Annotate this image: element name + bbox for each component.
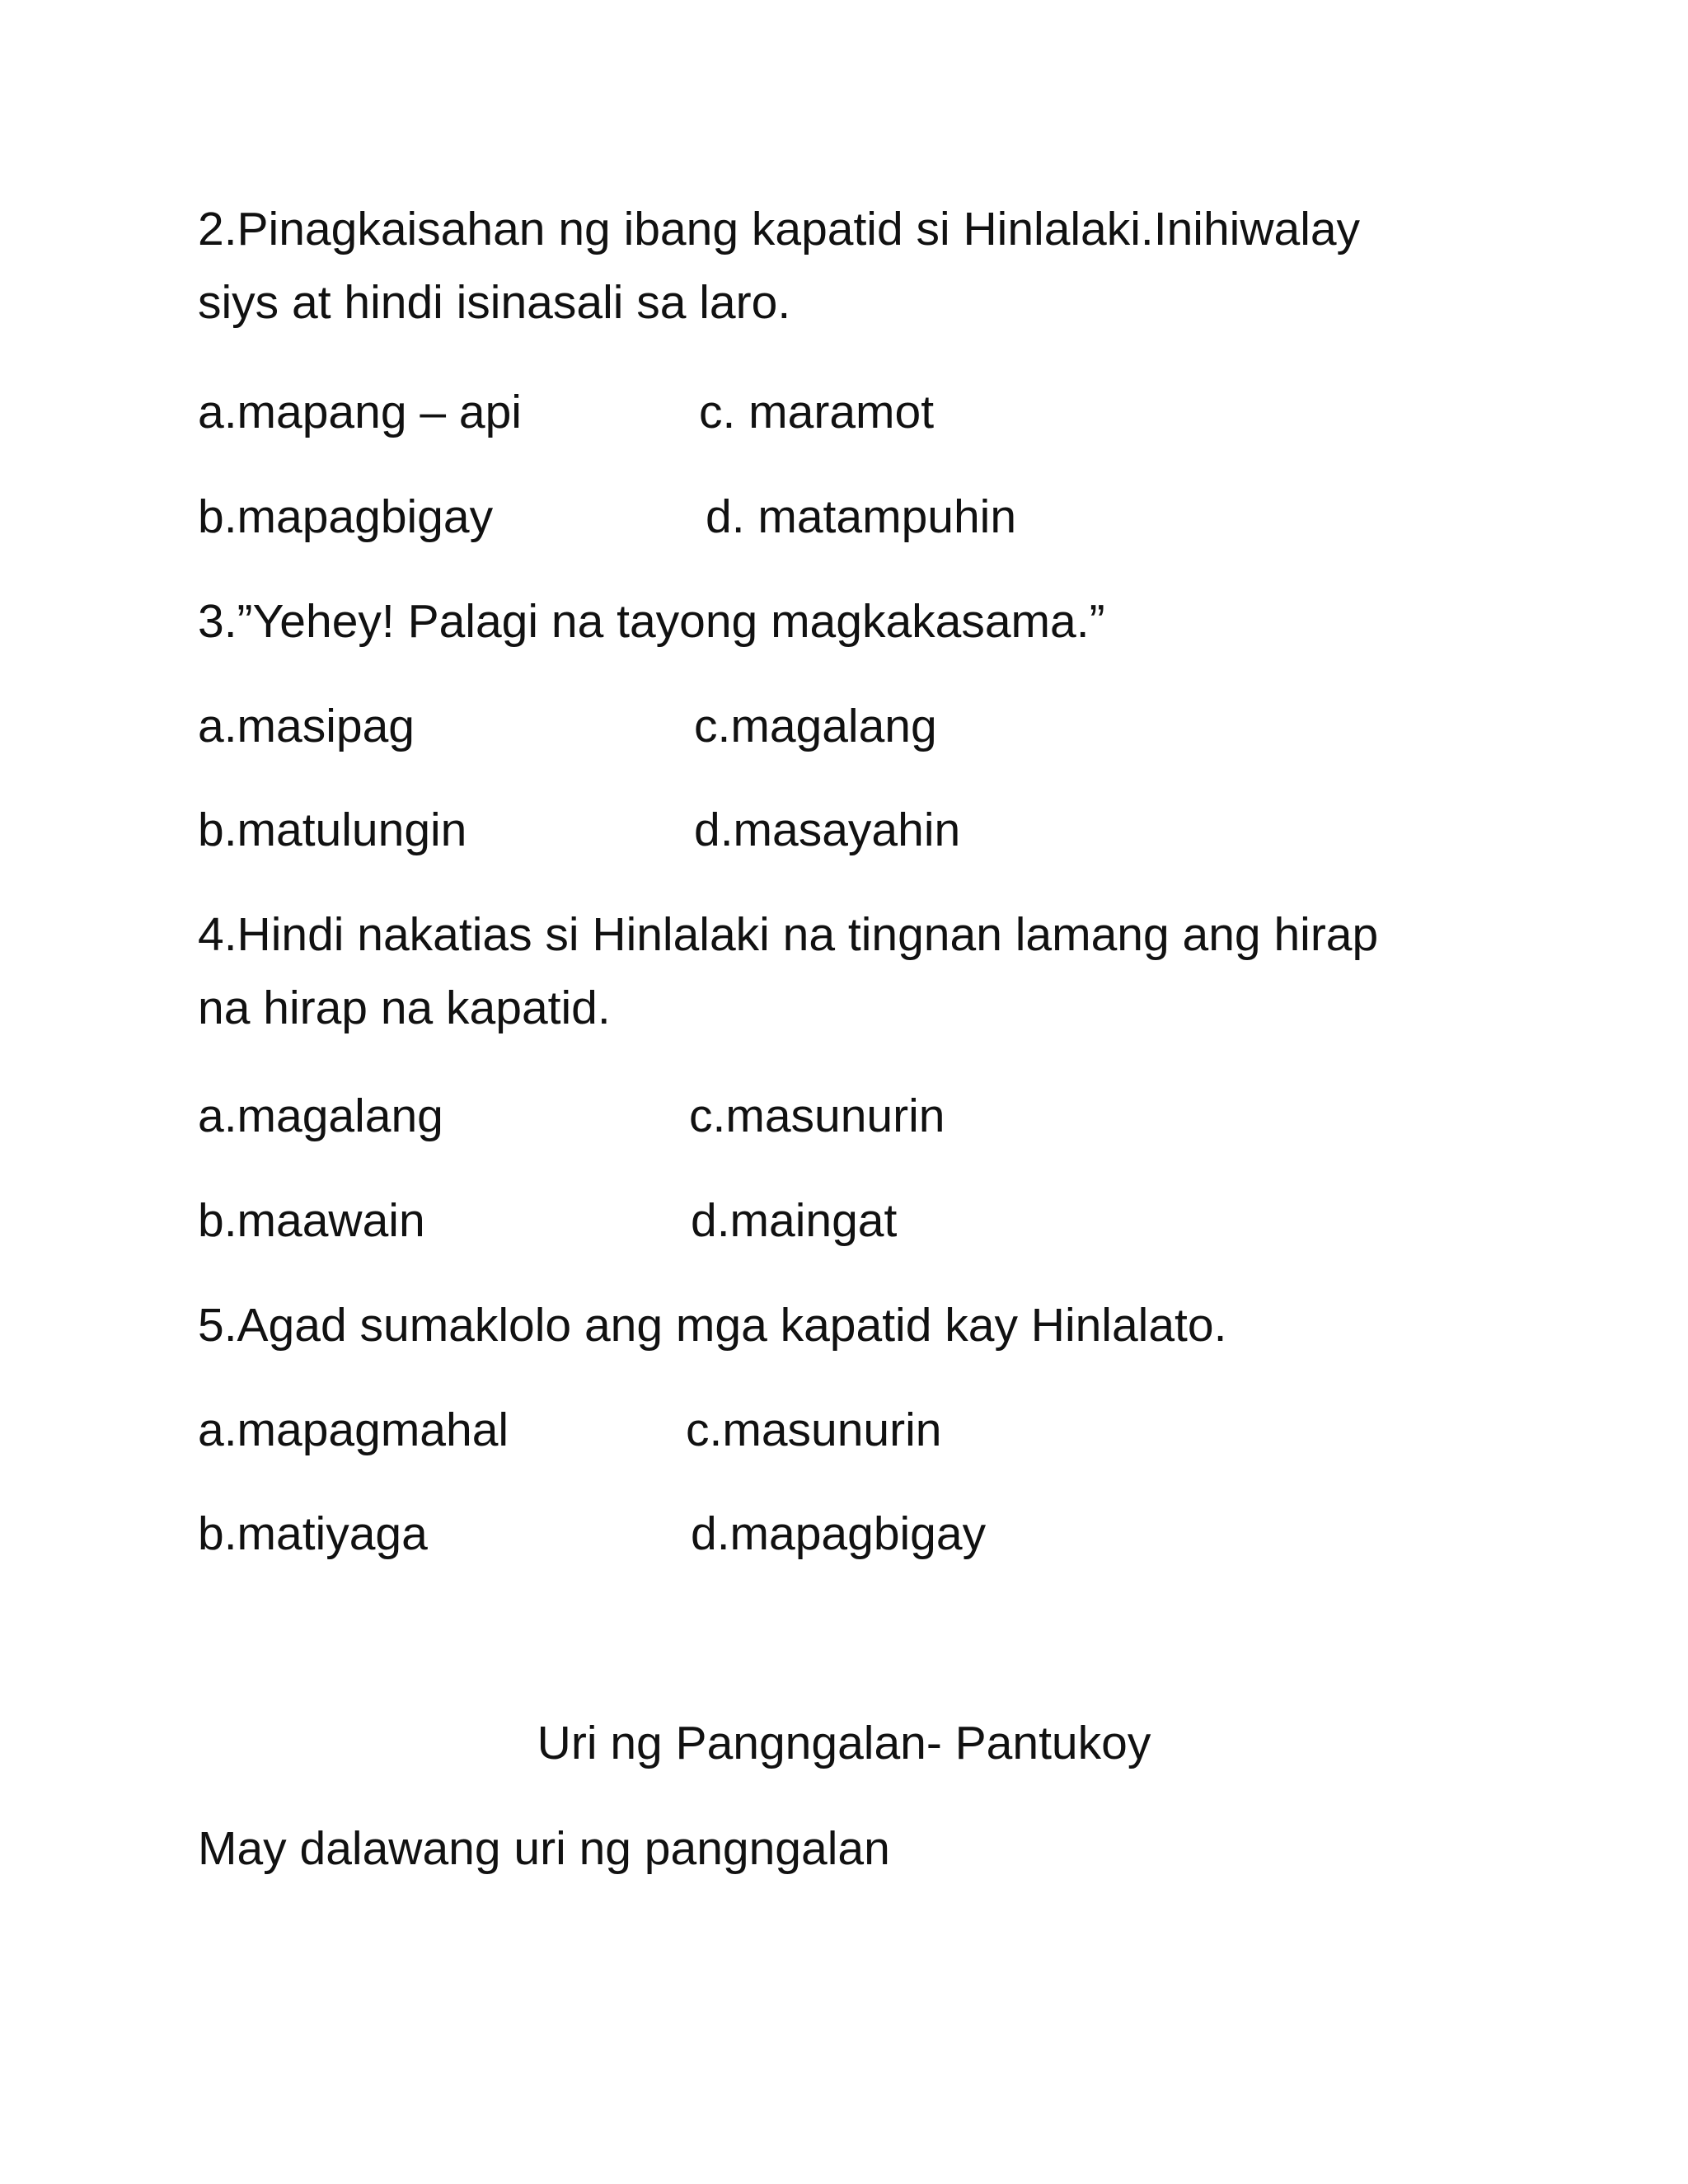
question-5-option-b: b.matiyaga [198, 1507, 428, 1560]
question-2-option-a: a.mapang – api [198, 386, 522, 438]
question-2-stem-line-2: siys at hindi isinasali sa laro. [198, 276, 791, 329]
question-2-stem [198, 203, 1484, 329]
question-2-option-d: d. matampuhin [706, 490, 1017, 543]
question-4-stem [198, 908, 1484, 1034]
question-3-option-b: b.matulungin [198, 804, 467, 856]
question-5-stem: 5.Agad sumaklolo ang mga kapatid kay Hinlalato. [198, 1299, 1227, 1352]
section-body-text: May dalawang uri ng pangngalan [198, 1822, 890, 1875]
question-5-option-d: d.mapagbigay [691, 1507, 987, 1560]
question-4-option-c: c.masunurin [689, 1090, 945, 1142]
question-5-option-c: c.masunurin [686, 1404, 942, 1456]
question-4-option-b: b.maawain [198, 1194, 425, 1247]
question-2-option-c: c. maramot [699, 386, 935, 438]
question-2-option-b: b.mapagbigay [198, 490, 494, 543]
question-4-option-a: a.magalang [198, 1090, 443, 1142]
question-4-option-d: d.maingat [691, 1194, 898, 1247]
question-3-option-a: a.masipag [198, 700, 415, 752]
section-heading: Uri ng Pangngalan- Pantukoy [537, 1717, 1151, 1769]
question-3-option-d: d.masayahin [694, 804, 961, 856]
question-5-option-a: a.mapagmahal [198, 1404, 509, 1456]
question-4-stem-line-2: na hirap na kapatid. [198, 982, 611, 1034]
question-3-option-c: c.magalang [694, 700, 937, 752]
question-3-stem: 3.”Yehey! Palagi na tayong magkakasama.” [198, 595, 1105, 648]
question-4-stem-line-1: 4.Hindi nakatias si Hinlalaki na tingnan lamang ang hirap [198, 908, 1379, 961]
question-2-stem-line-1: 2.Pinagkaisahan ng ibang kapatid si Hinlalaki.Inihiwalay [198, 203, 1361, 255]
